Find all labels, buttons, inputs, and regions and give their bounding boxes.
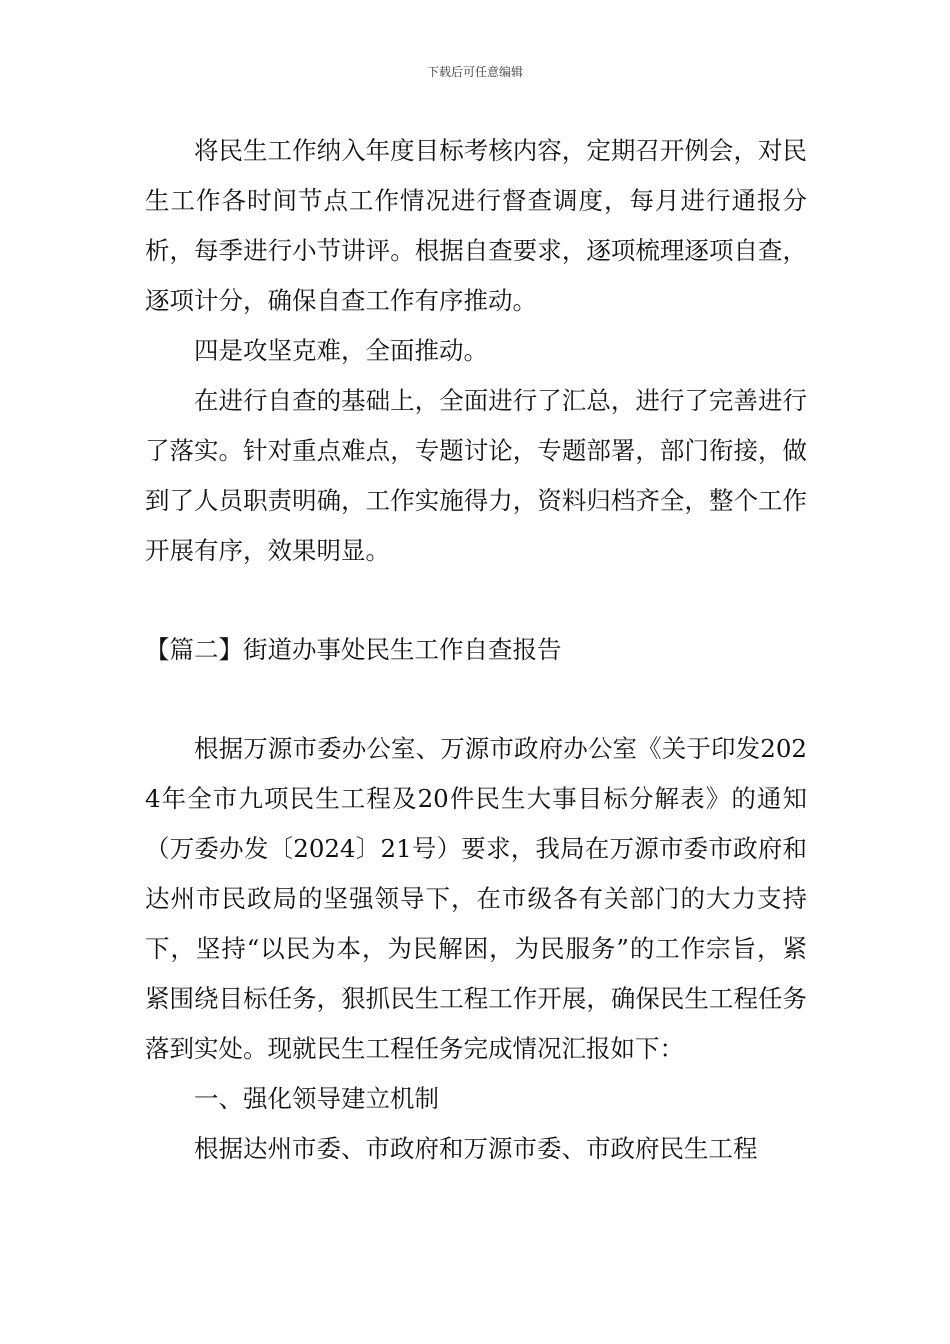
paragraph-summary: 在进行自查的基础上，全面进行了汇总，进行了完善进行了落实。针对重点难点，专题讨论，专题部署，部门衔接，做到了人员职责明确，工作实施得力，资料归档齐全，整个工作开展有序，效果明显。 — [145, 386, 807, 565]
document-body — [145, 126, 807, 1174]
section-title: 【篇二】街道办事处民生工作自查报告 — [145, 635, 562, 664]
paragraph-notice: 根据万源市委办公室、万源市政府办公室《关于印发2024年全市九项民生工程及20件民生大事目标分解表》的通知（万委办发〔2024〕21号）要求，我局在万源市委市政府和达州市民政局的坚强领导下，在市级各有关部门的大力支持下，坚持“以民为本，为民解困，为民服务”的工作宗旨，紧紧围绕目标任务，狠抓民生工程工作开展，确保民生工程任务落到实处。现就民生工程任务完成情况汇报如下： — [145, 734, 807, 1063]
paragraph-subheading: 一、强化领导建立机制 — [194, 1084, 439, 1113]
page-header-note: 下载后可任意编辑 — [426, 65, 523, 79]
paragraph-assessment: 将民生工作纳入年度目标考核内容，定期召开例会，对民生工作各时间节点工作情况进行督查调度，每月进行通报分析，每季进行小节讲评。根据自查要求，逐项梳理逐项自查，逐项计分，确保自查工作有序推动。 — [145, 136, 807, 315]
paragraph-heading-four: 四是攻坚克难，全面推动。 — [194, 336, 488, 365]
paragraph-continuation: 根据达州市委、市政府和万源市委、市政府民生工程 — [194, 1134, 758, 1163]
